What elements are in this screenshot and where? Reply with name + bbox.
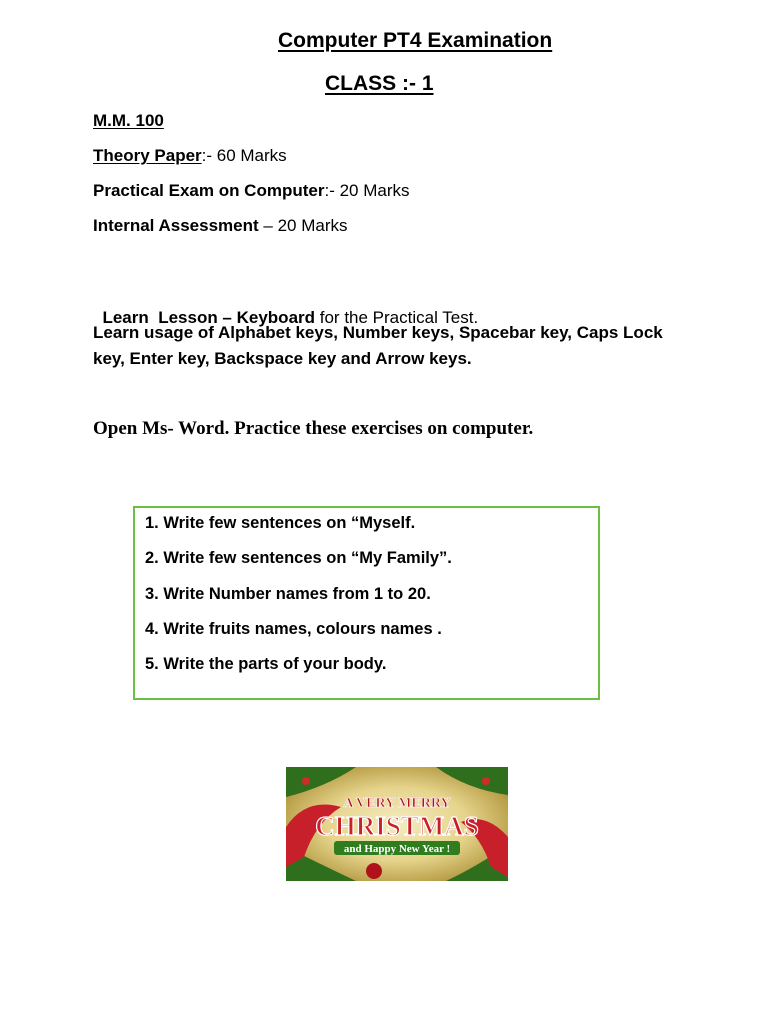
pine-branch-top-left	[286, 767, 356, 797]
theory-marks-line	[93, 146, 287, 166]
pine-branch-top-right	[436, 767, 508, 795]
internal-value: – 20 Marks	[258, 216, 348, 235]
christmas-banner-art	[286, 767, 508, 881]
learn-usage-line-2: key, Enter key, Backspace key and Arrow keys.	[93, 349, 472, 368]
theory-value: :- 60 Marks	[201, 146, 287, 165]
internal-label: Internal Assessment	[93, 216, 259, 235]
class-label: CLASS :- 1	[325, 72, 434, 95]
practical-value: :- 20 Marks	[324, 181, 410, 200]
exercise-item: 2. Write few sentences on “My Family”.	[145, 549, 452, 567]
ornament-berry	[482, 777, 490, 785]
instruction-text: Open Ms- Word. Practice these exercises on computer.	[93, 418, 534, 439]
exercise-item: 3. Write Number names from 1 to 20.	[145, 585, 431, 603]
document-title: Computer PT4 Examination	[278, 29, 553, 52]
ornament-berry	[302, 777, 310, 785]
theory-label: Theory Paper	[93, 146, 202, 165]
exercise-box	[133, 506, 600, 700]
max-marks: M.M. 100	[93, 111, 164, 130]
banner-line-2: CHRISTMAS	[315, 811, 479, 841]
learn-lesson-bold: Learn Lesson – Keyboard	[102, 308, 316, 327]
christmas-banner-image	[286, 767, 508, 881]
practical-marks-line	[93, 181, 410, 201]
exercise-item: 1. Write few sentences on “Myself.	[145, 514, 416, 532]
banner-line-1: A VERY MERRY	[343, 796, 451, 811]
learn-lesson-rest: for the Practical Test.	[315, 308, 479, 327]
banner-line-3: and Happy New Year !	[343, 843, 451, 855]
learn-usage-line-1: Learn usage of Alphabet keys, Number keys, Spacebar key, Caps Lock	[93, 323, 663, 342]
internal-marks-line	[93, 216, 347, 236]
ornament-ball	[366, 863, 382, 879]
practical-label: Practical Exam on Computer	[93, 181, 325, 200]
learn-lesson-line	[93, 288, 478, 328]
exercise-item: 4. Write fruits names, colours names .	[145, 620, 442, 638]
exercise-item: 5. Write the parts of your body.	[145, 655, 387, 673]
